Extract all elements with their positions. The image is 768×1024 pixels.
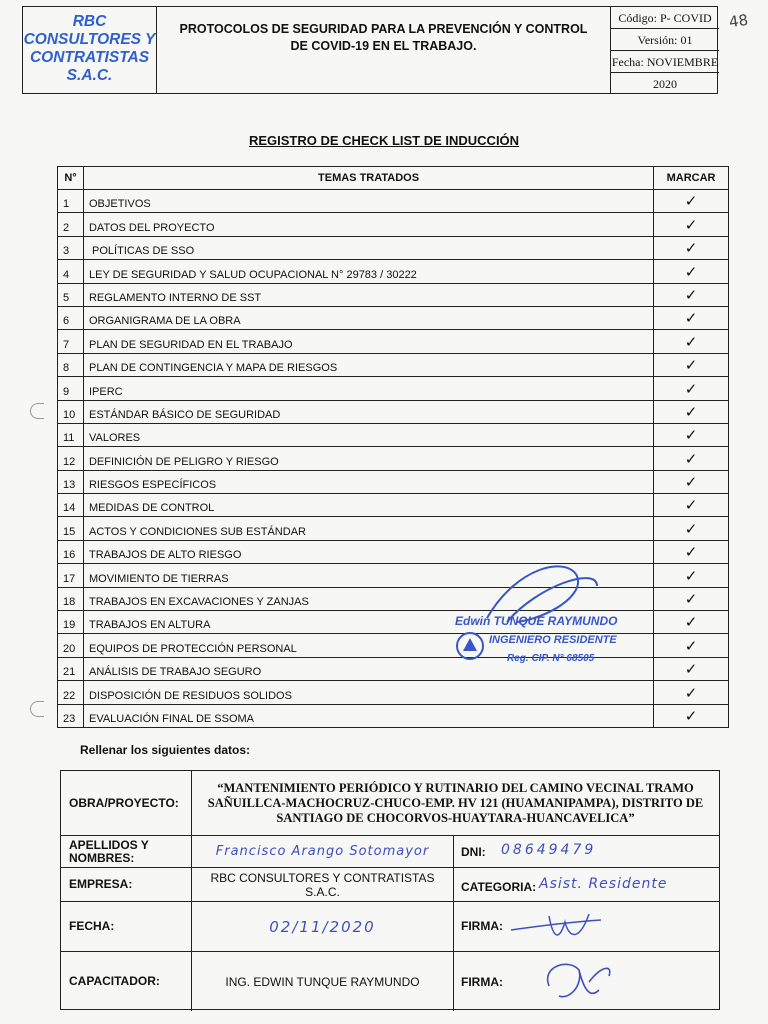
item-number: 17 xyxy=(58,564,84,587)
item-check-mark[interactable]: ✓ xyxy=(654,353,729,376)
item-number: 8 xyxy=(58,353,84,376)
item-topic: DATOS DEL PROYECTO xyxy=(83,213,653,236)
item-topic: MOVIMIENTO DE TIERRAS xyxy=(83,564,653,587)
company-row xyxy=(61,867,719,901)
participant-signature-icon xyxy=(509,908,609,948)
logo-line: RBC xyxy=(72,13,107,30)
checklist-row xyxy=(58,330,729,353)
signature-label: FIRMA: xyxy=(461,919,503,933)
item-number: 12 xyxy=(58,447,84,470)
label-line: NOMBRES: xyxy=(69,850,135,865)
item-topic: PLAN DE CONTINGENCIA Y MAPA DE RIESGOS xyxy=(83,353,653,376)
item-check-mark[interactable]: ✓ xyxy=(654,634,729,657)
item-number: 11 xyxy=(58,423,84,446)
item-topic: EQUIPOS DE PROTECCIÓN PERSONAL xyxy=(83,634,653,657)
item-topic: REGLAMENTO INTERNO DE SST xyxy=(83,283,653,306)
checklist-row xyxy=(58,447,729,470)
project-row xyxy=(61,771,719,835)
company-logo xyxy=(23,7,157,93)
item-check-mark[interactable]: ✓ xyxy=(654,681,729,704)
item-number: 15 xyxy=(58,517,84,540)
item-check-mark[interactable]: ✓ xyxy=(654,260,729,283)
logo-line: S.A.C. xyxy=(66,67,113,84)
participant-form xyxy=(60,770,720,1010)
stamp-role: INGENIERO RESIDENTE xyxy=(489,634,617,646)
category-label: CATEGORIA: xyxy=(461,880,537,894)
checklist-row xyxy=(58,423,729,446)
item-number: 16 xyxy=(58,540,84,563)
date-row xyxy=(61,901,719,951)
company-line: RBC CONSULTORES Y CONTRATISTAS xyxy=(210,870,435,885)
item-check-mark[interactable]: ✓ xyxy=(654,564,729,587)
item-check-mark[interactable]: ✓ xyxy=(654,377,729,400)
item-check-mark[interactable]: ✓ xyxy=(654,190,729,213)
checklist-row xyxy=(58,470,729,493)
project-line: SANTIAGO DE CHOCORVOS-HUAYTARA-HUANCAVELICA” xyxy=(276,810,635,825)
checklist-row xyxy=(58,283,729,306)
item-topic: ESTÁNDAR BÁSICO DE SEGURIDAD xyxy=(83,400,653,423)
item-number: 5 xyxy=(58,283,84,306)
item-number: 23 xyxy=(58,704,84,727)
item-topic: PLAN DE SEGURIDAD EN EL TRABAJO xyxy=(83,330,653,353)
doc-year: 2020 xyxy=(653,77,677,91)
checklist-row xyxy=(58,704,729,727)
item-topic: POLÍTICAS DE SSO xyxy=(83,236,653,259)
item-number: 10 xyxy=(58,400,84,423)
names-row xyxy=(61,835,719,867)
engineer-stamp xyxy=(447,556,647,686)
item-topic: IPERC xyxy=(83,377,653,400)
item-check-mark[interactable]: ✓ xyxy=(654,704,729,727)
register-title: REGISTRO DE CHECK LIST DE INDUCCIÓN xyxy=(248,133,520,148)
item-topic: ORGANIGRAMA DE LA OBRA xyxy=(83,306,653,329)
punch-hole-mark xyxy=(30,701,44,717)
item-number: 7 xyxy=(58,330,84,353)
checklist-row xyxy=(58,236,729,259)
item-topic: DEFINICIÓN DE PELIGRO Y RIESGO xyxy=(83,447,653,470)
checklist-row xyxy=(58,353,729,376)
doc-date: Fecha: NOVIEMBRE xyxy=(611,51,719,73)
trainer-field: ING. EDWIN TUNQUE RAYMUNDO xyxy=(192,952,454,1011)
item-topic: DISPOSICIÓN DE RESIDUOS SOLIDOS xyxy=(83,681,653,704)
item-check-mark[interactable]: ✓ xyxy=(654,517,729,540)
item-topic: ACTOS Y CONDICIONES SUB ESTÁNDAR xyxy=(83,517,653,540)
doc-version: Versión: 01 xyxy=(611,29,719,51)
item-check-mark[interactable]: ✓ xyxy=(654,306,729,329)
item-check-mark[interactable]: ✓ xyxy=(654,423,729,446)
item-topic: RIESGOS ESPECÍFICOS xyxy=(83,470,653,493)
page-number: 48 xyxy=(727,10,750,32)
names-label xyxy=(61,836,192,867)
stamp-name: Edwin TUNQUE RAYMUNDO xyxy=(455,614,618,628)
item-topic: OBJETIVOS xyxy=(83,190,653,213)
item-topic: LEY DE SEGURIDAD Y SALUD OCUPACIONAL N° 29783 / 30222 xyxy=(83,260,653,283)
checklist-row xyxy=(58,400,729,423)
logo-line: CONSULTORES Y xyxy=(23,31,156,48)
item-number: 20 xyxy=(58,634,84,657)
fill-instructions: Rellenar los siguientes datos: xyxy=(80,743,251,757)
item-check-mark[interactable]: ✓ xyxy=(654,611,729,634)
item-check-mark[interactable]: ✓ xyxy=(654,494,729,517)
col-number-header: N° xyxy=(58,167,84,190)
item-number: 21 xyxy=(58,657,84,680)
title-line: DE COVID-19 EN EL TRABAJO. xyxy=(290,39,477,53)
item-number: 6 xyxy=(58,306,84,329)
item-number: 14 xyxy=(58,494,84,517)
item-topic: TRABAJOS EN ALTURA xyxy=(83,611,653,634)
checklist-row xyxy=(58,190,729,213)
company-line: S.A.C. xyxy=(305,884,340,899)
item-topic: MEDIDAS DE CONTROL xyxy=(83,494,653,517)
item-number: 1 xyxy=(58,190,84,213)
item-check-mark[interactable]: ✓ xyxy=(654,657,729,680)
item-topic: EVALUACIÓN FINAL DE SSOMA xyxy=(83,704,653,727)
doc-code: Código: P- COVID xyxy=(611,7,719,29)
date-field[interactable]: 02/11/2020 xyxy=(192,902,454,951)
item-check-mark[interactable]: ✓ xyxy=(654,587,729,610)
checklist-row xyxy=(58,213,729,236)
item-number: 3 xyxy=(58,236,84,259)
item-check-mark[interactable]: ✓ xyxy=(654,283,729,306)
item-check-mark[interactable]: ✓ xyxy=(654,447,729,470)
company-field xyxy=(192,868,454,901)
project-value xyxy=(192,771,719,835)
document-meta xyxy=(611,7,719,93)
document-header xyxy=(22,6,718,94)
trainer-signature-label: FIRMA: xyxy=(461,975,503,989)
document-title xyxy=(157,7,611,93)
item-number: 22 xyxy=(58,681,84,704)
dni-label: DNI: xyxy=(461,845,486,859)
title-line: PROTOCOLOS DE SEGURIDAD PARA LA PREVENCIÓN Y CONTROL xyxy=(179,22,588,36)
logo-line: CONTRATISTAS xyxy=(29,49,150,66)
item-check-mark[interactable]: ✓ xyxy=(654,400,729,423)
company-label: EMPRESA: xyxy=(61,868,192,901)
project-line: SAÑUILLCA-MACHOCRUZ-CHUCO-EMP. HV 121 (HUAMANIPAMPA), DISTRITO DE xyxy=(207,795,704,810)
item-check-mark[interactable]: ✓ xyxy=(654,213,729,236)
col-mark-header: MARCAR xyxy=(654,167,729,190)
project-label: OBRA/PROYECTO: xyxy=(61,771,192,835)
item-topic: ANÁLISIS DE TRABAJO SEGURO xyxy=(83,657,653,680)
checklist-header-row xyxy=(58,167,729,190)
checklist-row xyxy=(58,377,729,400)
stamp-reg: Reg. CIP. N° 68505 xyxy=(507,653,595,664)
category-field[interactable]: Asist. Residente xyxy=(539,876,668,892)
trainer-row xyxy=(61,951,719,1011)
trainer-signature-icon xyxy=(539,956,619,1008)
item-topic: TRABAJOS EN EXCAVACIONES Y ZANJAS xyxy=(83,587,653,610)
names-field[interactable]: Francisco Arango Sotomayor xyxy=(192,836,454,867)
item-number: 9 xyxy=(58,377,84,400)
item-topic: VALORES xyxy=(83,423,653,446)
trainer-label: CAPACITADOR: xyxy=(61,952,192,1011)
checklist-row xyxy=(58,260,729,283)
checklist-row xyxy=(58,517,729,540)
checklist-row xyxy=(58,494,729,517)
punch-hole-mark xyxy=(30,403,44,419)
checklist-row xyxy=(58,306,729,329)
item-number: 19 xyxy=(58,611,84,634)
item-check-mark[interactable]: ✓ xyxy=(654,470,729,493)
item-check-mark[interactable]: ✓ xyxy=(654,540,729,563)
dni-field[interactable]: 08649479 xyxy=(501,842,597,858)
item-check-mark[interactable]: ✓ xyxy=(654,330,729,353)
item-number: 13 xyxy=(58,470,84,493)
project-line: “MANTENIMIENTO PERIÓDICO Y RUTINARIO DEL CAMINO VECINAL TRAMO xyxy=(217,780,694,795)
item-topic: TRABAJOS DE ALTO RIESGO xyxy=(83,540,653,563)
item-number: 4 xyxy=(58,260,84,283)
item-number: 2 xyxy=(58,213,84,236)
item-number: 18 xyxy=(58,587,84,610)
item-check-mark[interactable]: ✓ xyxy=(654,236,729,259)
date-label: FECHA: xyxy=(61,902,192,951)
label-line: APELLIDOS Y xyxy=(69,837,149,852)
col-topic-header: TEMAS TRATADOS xyxy=(83,167,653,190)
